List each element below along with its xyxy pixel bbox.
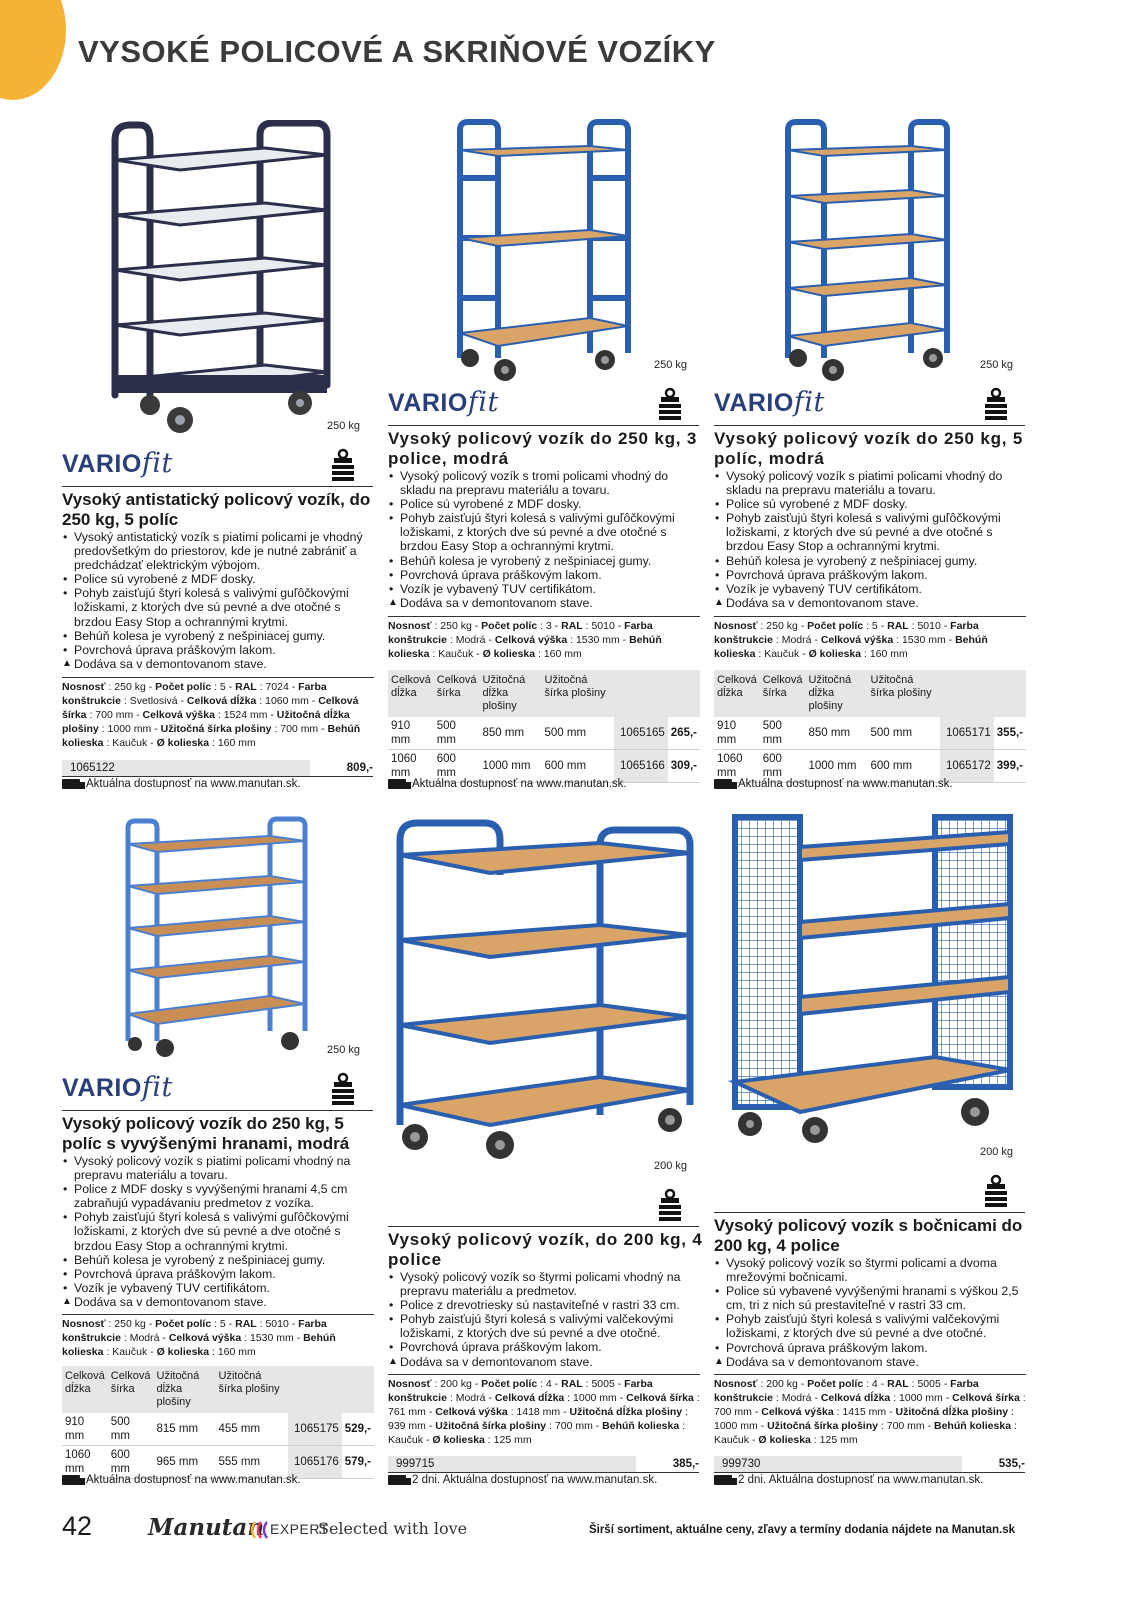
availability-note [388,1473,657,1487]
feature-item: • Povrchová úprava práškovým lakom. [388,568,701,582]
brand-logo [62,1072,173,1103]
table-row [62,1413,374,1446]
availability-text: Aktuálna dostupnosť na www.manutan.sk. [412,778,627,790]
brand-fit: fit [141,1072,173,1103]
cell-usable-length: 1000 mm [806,750,868,783]
availability-text: Aktuálna dostupnosť na www.manutan.sk. [738,778,953,790]
tagline: Selected with love [318,1519,468,1538]
feature-list [62,530,375,671]
column-header: Užitočná dĺžka plošiny [154,1366,216,1413]
column-header: Užitočná šírka plošiny [868,670,940,717]
capacity-label: 250 kg [327,420,361,432]
product-code: 1065166 [614,750,668,783]
cell-usable-width: 555 mm [216,1446,288,1479]
feature-item: • Pohyb zaisťujú štyri kolesá s valivými valčekovými ložiskami, z ktorých dve sú pevné a dve otočné. [388,1312,701,1340]
availability-note [62,1473,301,1487]
weight-capacity-icon [983,1174,1009,1208]
product-title: Vysoký policový vozík do 250 kg, 5 políc, modrá [714,429,1024,468]
spec-text: Nosnosť : 250 kg - Počet políc : 5 - RAL : 7024 - Farba konštrukcie : Svetlosivá - Celková dĺžka : 1060 mm - Celková šírka : 700 mm - Celková výška : 1524 mm - Užitočná dĺžka plošiny : 1000 mm - Užitočná šírka plošiny : 700 mm - Behúň kolieska : Kaučuk - Ø kolieska : 160 mm [62,677,374,750]
cell-usable-width: 600 mm [868,750,940,783]
product-code-row [62,760,373,777]
availability-note [714,1473,983,1487]
manutan-logo: Manutan [148,1514,265,1541]
brand-name: VARIO [388,389,468,417]
column-header: Užitočná šírka plošiny [216,1366,288,1413]
weight-capacity-icon [657,387,683,421]
delivery-truck-icon [388,1475,406,1485]
column-header: Celková šírka [108,1366,154,1413]
cell-length: 1060 mm [714,750,760,783]
column-header: Celková šírka [434,670,480,717]
feature-list [62,1154,375,1309]
spec-text: Nosnosť : 250 kg - Počet políc : 5 - RAL : 5010 - Farba konštrukcie : Modrá - Celková výška : 1530 mm - Behúň kolieska : Kaučuk - Ø kolieska : 160 mm [714,616,1026,661]
column-header: Užitočná šírka plošiny [542,670,614,717]
product-code: 999715 [388,1456,636,1472]
product-code: 1065171 [940,717,994,750]
divider [388,425,699,426]
product-title: Vysoký policový vozík do 250 kg, 3 police, modrá [388,429,698,468]
product-price: 355,- [994,717,1026,750]
feature-list [388,1270,701,1369]
cell-length: 1060 mm [62,1446,108,1479]
availability-note [62,777,301,791]
brand-logo [62,448,173,479]
feature-item: • Pohyb zaisťujú štyri kolesá s valivými guľôčkovými ložiskami, z ktorých dve sú pevné a dve otočné s brzdou Easy Stop a ochrannými krytmi. [714,511,1027,553]
product-code: 1065176 [288,1446,342,1479]
delivery-note: ▲ Dodáva sa v demontovanom stave. [388,1355,701,1369]
product-code: 1065122 [62,760,310,776]
feature-item: • Police sú vybavené vyvýšenými hranami s výškou 2,5 cm, tri z nich sú prestaviteľné v rastri 33 cm. [714,1284,1027,1312]
product-code: 1065165 [614,717,668,750]
feature-list [714,469,1027,610]
weight-capacity-icon [657,1188,683,1222]
product-code: 999730 [714,1456,962,1472]
feature-item: • Pohyb zaisťujú štyri kolesá s valivými guľôčkovými ložiskami, z ktorých dve sú pevné a dve otočné s brzdou Easy Stop a ochrannými krytmi. [62,586,375,628]
capacity-label: 250 kg [327,1044,361,1056]
divider [388,1226,699,1227]
feature-item: • Vozík je vybavený TUV certifikátom. [62,1281,375,1295]
feature-item: • Vozík je vybavený TUV certifikátom. [714,582,1027,596]
table-header [62,1366,374,1413]
column-header: Celková dĺžka [714,670,760,717]
product-price: 809,- [346,762,373,774]
column-header: Celková šírka [760,670,806,717]
feature-item: • Pohyb zaisťujú štyri kolesá s valivými guľôčkovými ložiskami, z ktorých dve sú pevné a dve otočné s brzdou Easy Stop a ochrannými krytmi. [388,511,701,553]
cell-width: 600 mm [108,1446,154,1479]
cell-usable-width: 600 mm [542,750,614,783]
product-title: Vysoký policový vozík s bočnicami do 200 kg, 4 police [714,1216,1023,1255]
product-image [120,816,315,1061]
product-table [388,670,700,783]
availability-text: 2 dni. Aktuálna dostupnosť na www.manutan.sk. [738,1474,984,1486]
divider [62,1110,373,1111]
table-header [714,670,1026,717]
footer-note [589,1524,1015,1536]
spec-text: Nosnosť : 200 kg - Počet políc : 4 - RAL : 5005 - Farba konštrukcie : Modrá - Celková dĺžka : 1000 mm - Celková šírka : 761 mm - Celková výška : 1418 mm - Užitočná dĺžka plošiny : 939 mm - Užitočná šírka plošiny : 700 mm - Behúň kolieska : Kaučuk - Ø kolieska : 125 mm [388,1374,700,1447]
brand-name: VARIO [62,1074,142,1102]
weight-capacity-icon [330,1072,356,1106]
spec-text: Nosnosť : 250 kg - Počet políc : 5 - RAL : 5010 - Farba konštrukcie : Modrá - Celková výška : 1530 mm - Behúň kolieska : Kaučuk - Ø kolieska : 160 mm [62,1314,374,1359]
feature-item: • Police z MDF dosky s vyvýšenými hranami 4,5 cm zabraňujú vypadávaniu predmetov z vozíka. [62,1182,375,1210]
cell-length: 1060 mm [388,750,434,783]
column-header: Celková dĺžka [62,1366,108,1413]
delivery-note: ▲ Dodáva sa v demontovanom stave. [62,657,375,671]
delivery-truck-icon [388,779,406,789]
brand-name: VARIO [714,389,794,417]
delivery-note: ▲ Dodáva sa v demontovanom stave. [714,1355,1027,1369]
product-title: Vysoký antistatický policový vozík, do 250 kg, 5 políc [62,490,371,529]
product-image [455,118,655,386]
product-price: 309,- [668,750,700,783]
feature-item: • Behúň kolesa je vyrobený z nešpiniacej gumy. [62,1253,375,1267]
divider [714,425,1025,426]
product-price: 579,- [342,1446,374,1479]
feature-item: • Police sú vyrobené z MDF dosky. [62,572,375,586]
cell-usable-length: 850 mm [806,717,868,750]
cell-usable-width: 500 mm [542,717,614,750]
feature-item: • Povrchová úprava práškovým lakom. [62,1267,375,1281]
cell-usable-length: 1000 mm [480,750,542,783]
delivery-truck-icon [62,1475,80,1485]
feature-item: • Povrchová úprava práškovým lakom. [62,643,375,657]
feature-item: • Vysoký antistatický vozík s piatimi policami je vhodný predovšetkým do priestorov, kde je nutné zabrániť a predchádzať elektrickým výbojom. [62,530,375,572]
table-row [388,717,700,750]
feature-item: • Povrchová úprava práškovým lakom. [714,568,1027,582]
feature-item: • Police z drevotriesky sú nastaviteľné v rastri 33 cm. [388,1298,701,1312]
product-image [390,815,700,1165]
cell-length: 910 mm [714,717,760,750]
brand-name: VARIO [62,450,142,478]
brand-logo [714,387,825,418]
column-header: Užitočná dĺžka plošiny [480,670,542,717]
feature-item: • Povrchová úprava práškovým lakom. [714,1341,1027,1355]
brand-fit: fit [467,387,499,418]
product-price: 265,- [668,717,700,750]
spec-text: Nosnosť : 250 kg - Počet políc : 3 - RAL : 5010 - Farba konštrukcie : Modrá - Celková výška : 1530 mm - Behúň kolieska : Kaučuk - Ø kolieska : 160 mm [388,616,700,661]
delivery-truck-icon [714,1475,732,1485]
product-code: 1065175 [288,1413,342,1446]
brand-fit: fit [793,387,825,418]
column-header: Celková dĺžka [388,670,434,717]
product-table [714,670,1026,783]
cell-width: 600 mm [434,750,480,783]
capacity-label: 250 kg [654,359,688,371]
feature-list [714,1256,1027,1369]
delivery-truck-icon [62,779,80,789]
cell-length: 910 mm [62,1413,108,1446]
column-header: Užitočná dĺžka plošiny [806,670,868,717]
brand-logo [388,387,499,418]
corner-accent [0,0,66,100]
feature-item: • Vysoký policový vozík so štyrmi policami vhodný na prepravu materiálu a predmetov. [388,1270,701,1298]
cell-width: 500 mm [434,717,480,750]
product-title: Vysoký policový vozík, do 200 kg, 4 police [388,1230,703,1269]
cell-usable-width: 500 mm [868,717,940,750]
product-title: Vysoký policový vozík do 250 kg, 5 políc s vyvýšenými hranami, modrá [62,1114,350,1153]
feature-item: • Vysoký policový vozík s piatimi policami vhodný na prepravu materiálu a tovaru. [62,1154,375,1182]
cell-usable-length: 850 mm [480,717,542,750]
product-code: 1065172 [940,750,994,783]
manutan-logo-mark [247,1520,269,1540]
feature-item: • Povrchová úprava práškovým lakom. [388,1340,701,1354]
cell-length: 910 mm [388,717,434,750]
feature-item: • Vysoký policový vozík s piatimi policami vhodný do skladu na prepravu materiálu a tovaru. [714,469,1027,497]
page-number: 42 [62,1511,93,1541]
spec-text: Nosnosť : 200 kg - Počet políc : 4 - RAL : 5005 - Farba konštrukcie : Modrá - Celková dĺžka : 1000 mm - Celková šírka : 700 mm - Celková výška : 1415 mm - Užitočná dĺžka plošiny : 1000 mm - Užitočná šírka plošiny : 700 mm - Behúň kolieska : Kaučuk - Ø kolieska : 125 mm [714,1374,1026,1447]
capacity-label: 250 kg [980,359,1014,371]
weight-capacity-icon [983,387,1009,421]
weight-capacity-icon [330,448,356,482]
capacity-label: 200 kg [980,1146,1014,1158]
feature-item: • Behúň kolesa je vyrobený z nešpiniacej gumy. [714,554,1027,568]
feature-item: • Vozík je vybavený TUV certifikátom. [388,582,701,596]
delivery-note: ▲ Dodáva sa v demontovanom stave. [62,1295,375,1309]
capacity-label: 200 kg [654,1160,688,1172]
availability-note [714,777,953,791]
product-image [105,120,345,445]
footer-link[interactable]: Manutan.sk [951,1524,1015,1536]
cell-width: 500 mm [760,717,806,750]
delivery-note: ▲ Dodáva sa v demontovanom stave. [714,596,1027,610]
feature-item: • Police sú vyrobené z MDF dosky. [388,497,701,511]
cell-usable-width: 455 mm [216,1413,288,1446]
page-title: VYSOKÉ POLICOVÉ A SKRIŇOVÉ VOZÍKY [78,34,716,69]
product-code-row [388,1456,699,1473]
product-image [783,118,958,386]
product-code-row [714,1456,1025,1473]
product-price: 535,- [998,1458,1025,1470]
feature-item: • Pohyb zaisťujú štyri kolesá s valivými guľôčkovými ložiskami, z ktorých dve sú pevné a dve otočné s brzdou Easy Stop a ochrannými krytmi. [62,1210,375,1252]
product-image [725,812,1020,1147]
product-price: 385,- [672,1458,699,1470]
availability-text: Aktuálna dostupnosť na www.manutan.sk. [86,778,301,790]
feature-item: • Vysoký policový vozík s tromi policami vhodný do skladu na prepravu materiálu a tovaru. [388,469,701,497]
product-table [62,1366,374,1479]
availability-note [388,777,627,791]
brand-fit: fit [141,448,173,479]
product-price: 399,- [994,750,1026,783]
cell-usable-length: 965 mm [154,1446,216,1479]
feature-item: • Behúň kolesa je vyrobený z nešpiniacej gumy. [388,554,701,568]
feature-item: • Behúň kolesa je vyrobený z nešpiniacej gumy. [62,629,375,643]
delivery-truck-icon [714,779,732,789]
feature-item: • Pohyb zaisťujú štyri kolesá s valivými valčekovými ložiskami, z ktorých dve sú pevné a dve otočné. [714,1312,1027,1340]
cell-usable-length: 815 mm [154,1413,216,1446]
product-price: 529,- [342,1413,374,1446]
feature-item: • Vysoký policový vozík so štyrmi policami a dvoma mrežovými bočnicami. [714,1256,1027,1284]
feature-list [388,469,701,610]
table-header [388,670,700,717]
cell-width: 500 mm [108,1413,154,1446]
divider [714,1212,1025,1213]
delivery-note: ▲ Dodáva sa v demontovanom stave. [388,596,701,610]
table-row [714,717,1026,750]
availability-text: Aktuálna dostupnosť na www.manutan.sk. [86,1474,301,1486]
divider [62,486,373,487]
feature-item: • Police sú vyrobené z MDF dosky. [714,497,1027,511]
cell-width: 600 mm [760,750,806,783]
availability-text: 2 dni. Aktuálna dostupnosť na www.manutan.sk. [412,1474,658,1486]
footer-note-text: Širší sortiment, aktuálne ceny, zľavy a termíny dodania nájdete na [588,1524,952,1536]
expert-label: EXPERT [270,1521,329,1537]
